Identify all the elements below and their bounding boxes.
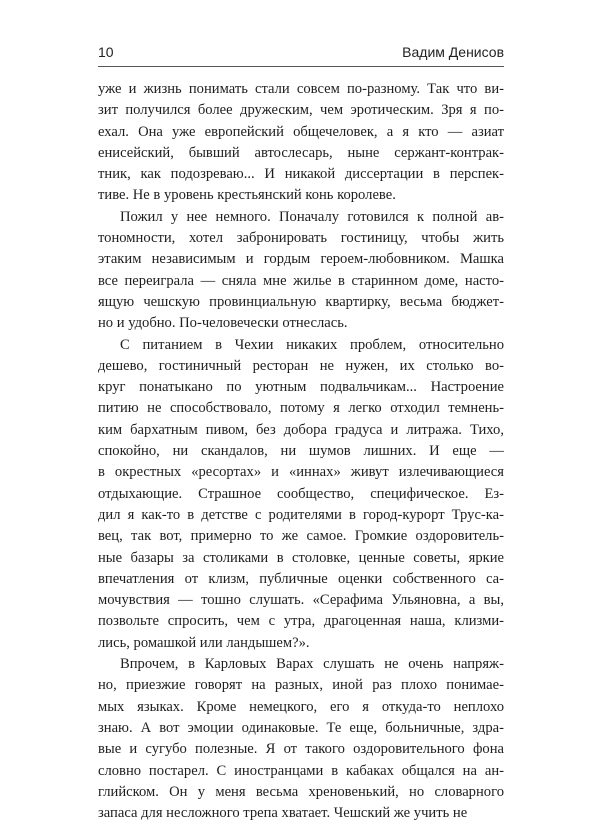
text-line: дешево, гостиничный ресторан не нужен, их столько во- <box>98 357 504 374</box>
text-line: знаю. А вот эмоции одинаковые. Те еще, больничные, здра- <box>98 719 504 736</box>
text-line: енисейский, бывший автослесарь, ныне сержант-контрак- <box>98 144 504 161</box>
text-line: круг понатыкано по уютным подвальчикам... Настроение <box>98 379 504 396</box>
text-line: мых языках. Кроме немецкого, его я откуда-то неплохо <box>98 698 504 715</box>
paragraph <box>98 207 504 335</box>
paragraph <box>98 335 504 654</box>
text-line: тономности, хотел забронировать гостиницу, чтобы жить <box>98 230 504 247</box>
running-head-author: Вадим Денисов <box>402 44 504 60</box>
text-line: мочувствия — тошно слушать. «Серафима Ульяновна, а вы, <box>98 592 504 609</box>
text-line: Пожил у нее немного. Поначалу готовился к полной ав- <box>120 208 504 225</box>
text-line: тиве. Не в уровень крестьянский конь королеве. <box>98 187 396 204</box>
text-line: но, приезжие говорят на разных, иной раз плохо понимае- <box>98 677 504 694</box>
text-line: словно постарел. С иностранцами в кабаках общался на ан- <box>98 762 504 779</box>
text-line: ким бархатным пивом, без добора градуса и литража. Тихо, <box>98 421 504 438</box>
text-line: С питанием в Чехии никаких проблем, относительно <box>120 336 504 353</box>
page-number: 10 <box>98 44 114 60</box>
text-line: ехал. Она уже европейский общечеловек, а я кто — азиат <box>98 123 504 140</box>
text-line: лись, ромашкой или ландышем?». <box>98 634 310 651</box>
text-line: зит получился более дружеским, чем эротическим. Зря я по- <box>98 102 504 119</box>
text-line: вец, так вот, примерно то же самое. Громкие оздоровитель- <box>98 528 504 545</box>
text-line: в окрестных «ресортах» и «иннах» живут излечивающиеся <box>98 464 504 481</box>
text-line: уже и жизнь понимать стали совсем по-разному. Так что ви- <box>98 81 504 97</box>
text-line: все переиграла — сняла мне жилье в старинном доме, насто- <box>98 272 504 289</box>
text-line: впечатления от клизм, публичные оценки собственного са- <box>98 570 504 587</box>
text-line: но и удобно. По-человечески отнеслась. <box>98 315 348 332</box>
text-line: ящую чешскую провинциальную квартирку, весьма бюджет- <box>98 293 504 310</box>
body-text <box>98 79 504 824</box>
running-head <box>98 42 504 66</box>
text-line: позвольте спросить, чем с утра, драгоценная наша, клизми- <box>98 613 504 630</box>
text-line: питию не способствовало, потому я легко отходил темнень- <box>98 400 504 417</box>
paragraph <box>98 79 504 207</box>
text-line: дил я как-то в детстве с родителями в город-курорт Трус-ка- <box>98 506 504 523</box>
paragraph <box>98 654 504 824</box>
text-line: спокойно, ни скандалов, ни шумов лишних. И еще — <box>98 443 504 460</box>
text-line: Впрочем, в Карловых Варах слушать не очень напряж- <box>120 656 504 673</box>
text-line: вые и сугубо полезные. Я от такого оздоровительного фона <box>98 741 504 758</box>
text-line: тник, как подозреваю... И никакой диссертации в перспек- <box>98 166 504 183</box>
text-line: этаким независимым и гордым героем-любовником. Машка <box>98 251 504 268</box>
text-line: ные базары за столиками в столовке, ценные советы, яркие <box>98 549 504 566</box>
text-line: отдыхающие. Страшное сообщество, специфическое. Ез- <box>98 485 504 502</box>
text-line: запаса для несложного трепа хватает. Чешский же учить не <box>98 805 468 822</box>
text-line: глийском. Он у меня весьма хреновенький, но словарного <box>98 783 504 800</box>
header-rule <box>98 66 504 67</box>
